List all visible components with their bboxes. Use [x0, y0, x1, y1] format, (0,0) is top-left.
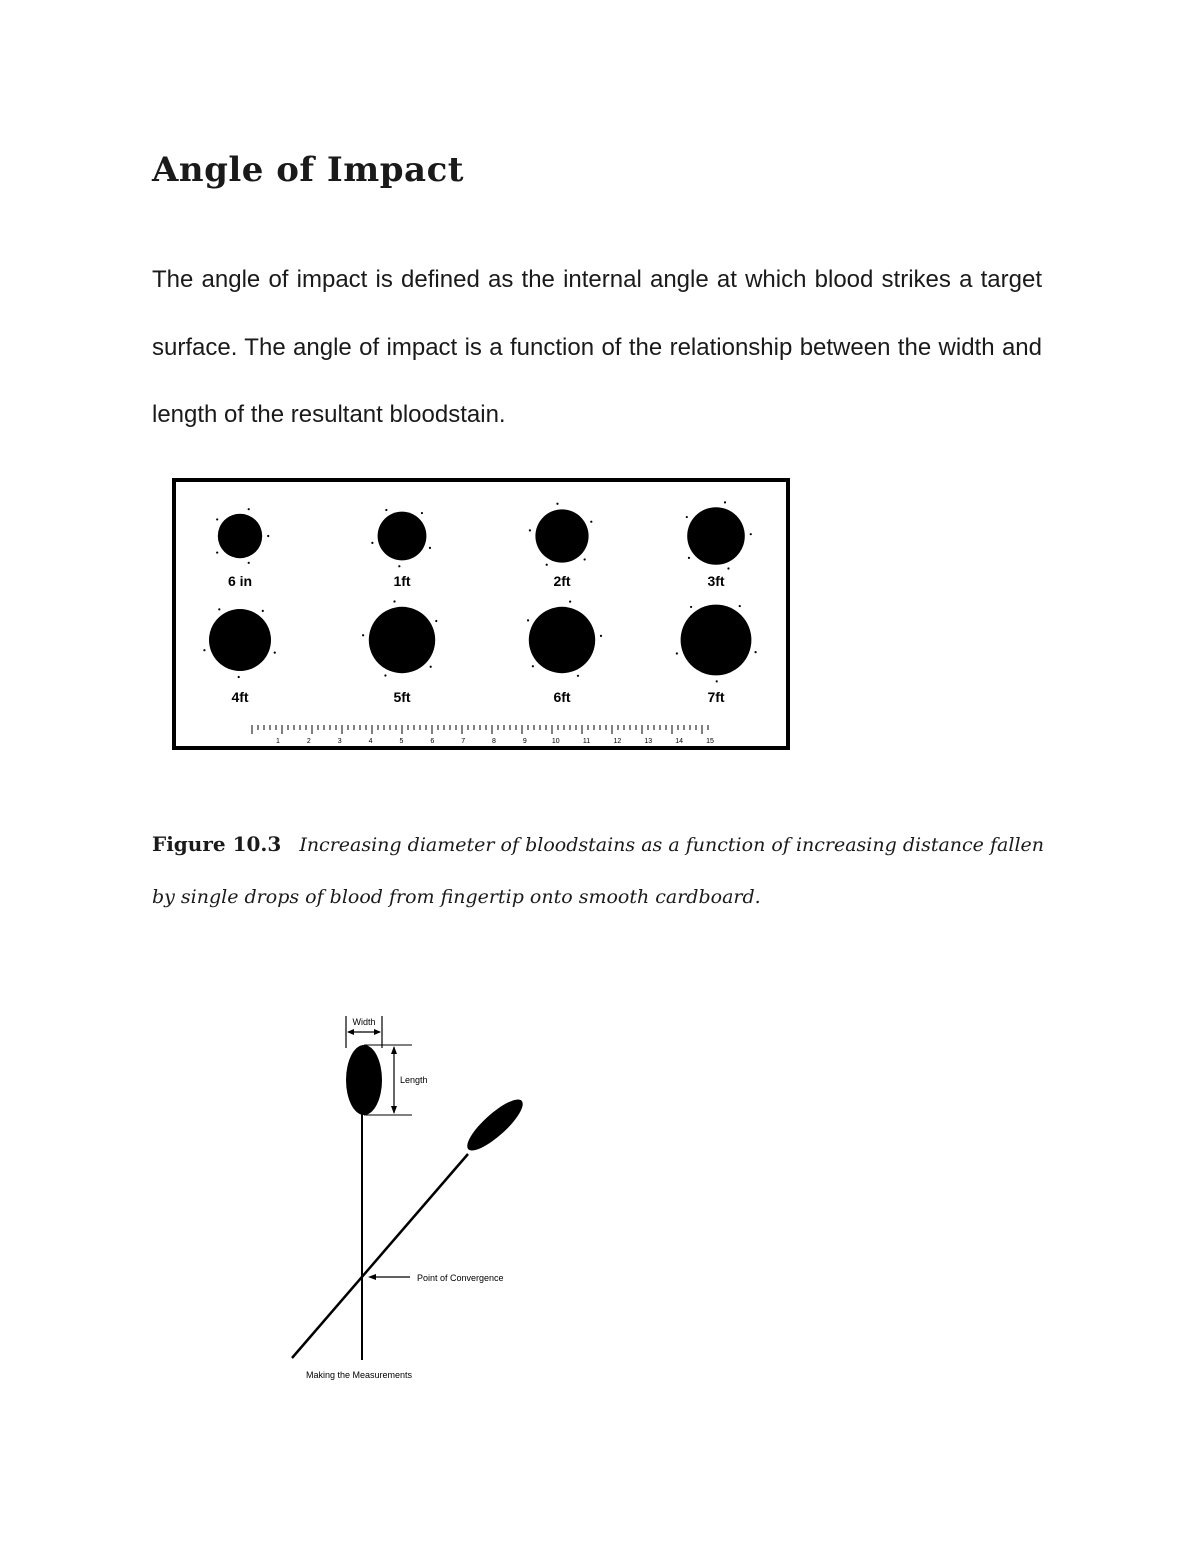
figure-label: Figure 10.3	[152, 832, 282, 856]
spatter-dot	[727, 567, 729, 569]
measurement-diagram	[280, 1010, 540, 1390]
spatter-dot	[754, 651, 756, 653]
spatter-dot	[569, 601, 571, 603]
spatter-dot	[529, 529, 531, 531]
ruler-number: 9	[522, 738, 527, 745]
ruler-number: 1	[276, 738, 280, 745]
spatter-dot	[248, 562, 250, 564]
ruler-number: 5	[399, 738, 404, 745]
bloodstain-diameter-figure	[170, 476, 794, 754]
ruler-number: 10	[551, 738, 560, 745]
figure-caption-text: Increasing diameter of bloodstains as a function of increasing distance fallen by single drops of blood from fingertip onto smooth cardboard.	[152, 834, 1045, 908]
spatter-dot	[362, 634, 364, 636]
ruler-number: 4	[368, 738, 373, 745]
spatter-dot	[546, 564, 548, 566]
spatter-dot	[262, 610, 264, 612]
bloodstain-drop	[218, 514, 262, 558]
spatter-dot	[739, 605, 741, 607]
spatter-dot	[435, 620, 437, 622]
width-arrowhead-right	[374, 1029, 381, 1035]
bloodstain-drop	[369, 607, 435, 673]
bloodstain-drop	[687, 507, 745, 565]
diagram-bottom-label: Making the Measurements	[306, 1370, 413, 1380]
convergence-label: Point of Convergence	[417, 1273, 504, 1283]
spatter-dot	[218, 608, 220, 610]
spatter-dot	[238, 676, 240, 678]
page-title: Angle of Impact	[152, 150, 464, 190]
bloodstain-drop	[378, 512, 427, 561]
spatter-dot	[429, 547, 431, 549]
angled-bloodstain	[461, 1093, 529, 1158]
ruler-number: 8	[492, 738, 496, 745]
spatter-dot	[676, 652, 678, 654]
spatter-dot	[398, 565, 400, 567]
bloodstain-drop	[529, 607, 595, 673]
distance-label: 5ft	[393, 689, 411, 705]
spatter-dot	[371, 542, 373, 544]
spatter-dot	[393, 600, 395, 602]
spatter-dot	[216, 518, 218, 520]
spatter-dot	[688, 557, 690, 559]
spatter-dot	[556, 503, 558, 505]
spatter-dot	[385, 509, 387, 511]
spatter-dot	[421, 512, 423, 514]
bloodstain-drop	[535, 509, 588, 562]
spatter-dot	[724, 501, 726, 503]
width-label: Width	[352, 1017, 376, 1027]
spatter-dot	[600, 635, 602, 637]
distance-label: 6ft	[553, 689, 571, 705]
spatter-dot	[527, 619, 529, 621]
distance-label: 6 in	[227, 573, 253, 589]
ruler-number: 7	[461, 738, 466, 745]
spatter-dot	[532, 665, 534, 667]
spatter-dot	[274, 652, 276, 654]
body-paragraph: The angle of impact is defined as the internal angle at which blood strikes a target surface. The angle of impact is a function of the relationship between the width and length of the resultant bloodstain.	[152, 266, 1042, 428]
spatter-dot	[716, 680, 718, 682]
distance-label: 2ft	[553, 573, 571, 589]
ruler-number: 15	[706, 738, 714, 745]
spatter-dot	[584, 558, 586, 560]
ruler-number: 2	[306, 738, 311, 745]
distance-label: 3ft	[707, 573, 725, 589]
distance-label: 7ft	[707, 689, 725, 705]
convergence-arrowhead	[368, 1274, 376, 1280]
bloodstain-drop	[209, 609, 271, 671]
spatter-dot	[430, 666, 432, 668]
ruler-number: 3	[337, 738, 342, 745]
spatter-dot	[577, 675, 579, 677]
spatter-dot	[216, 551, 218, 553]
ruler-number: 12	[613, 738, 622, 745]
vertical-bloodstain	[346, 1045, 382, 1115]
distance-label: 1ft	[393, 573, 411, 589]
length-label: Length	[400, 1075, 428, 1085]
width-arrowhead-left	[347, 1029, 354, 1035]
distance-label: 4ft	[231, 689, 249, 705]
spatter-dot	[690, 606, 692, 608]
spatter-dot	[590, 521, 592, 523]
ruler-number: 11	[582, 738, 591, 745]
spatter-dot	[686, 516, 688, 518]
figure-caption	[152, 818, 1044, 923]
length-arrowhead-bottom	[391, 1106, 397, 1114]
bloodstain-drop	[681, 605, 752, 676]
spatter-dot	[203, 649, 205, 651]
ruler-number: 14	[675, 738, 684, 745]
length-arrowhead-top	[391, 1046, 397, 1054]
spatter-dot	[384, 674, 386, 676]
ruler-number: 13	[644, 738, 653, 745]
angled-string-line	[292, 1154, 468, 1358]
spatter-dot	[267, 535, 269, 537]
ruler-number: 6	[430, 738, 435, 745]
spatter-dot	[248, 508, 250, 510]
spatter-dot	[750, 533, 752, 535]
